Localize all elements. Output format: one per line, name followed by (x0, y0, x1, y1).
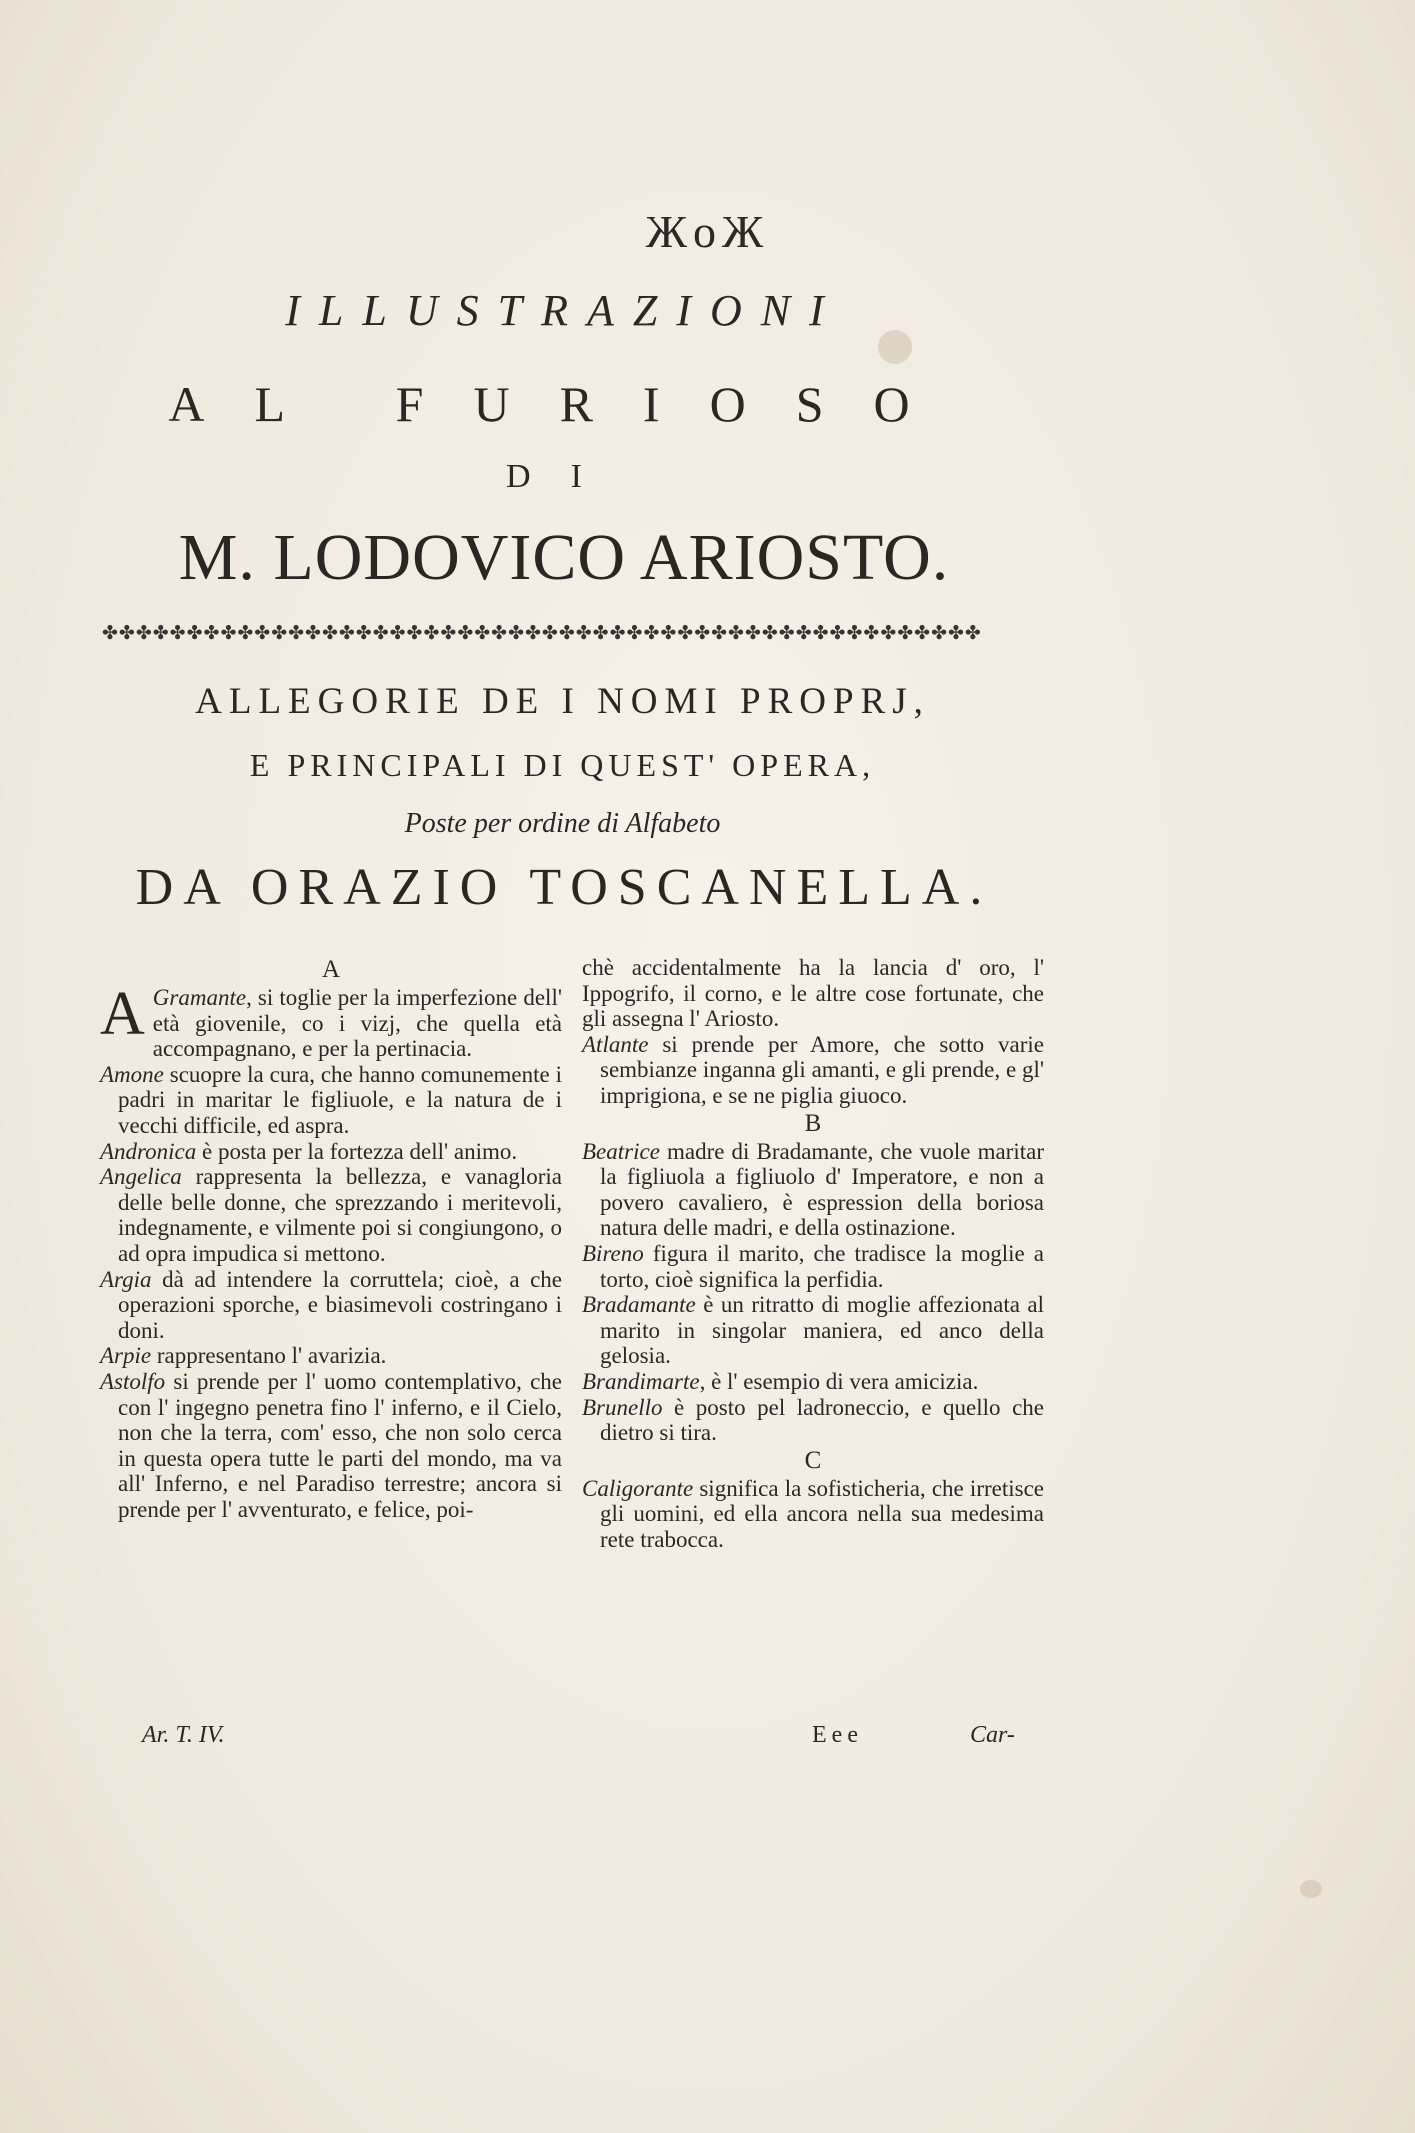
entry-name: Gramante (152, 985, 247, 1010)
entry-name: Astolfo (100, 1368, 166, 1394)
subtitle-principali: E PRINCIPALI DI QUEST' OPERA, (249, 747, 876, 783)
entry-argia (100, 1267, 562, 1344)
section-letter-b: B (804, 1109, 822, 1137)
head-ornament: ЖoЖ (645, 206, 770, 257)
subtitle-alfabeto: Poste per ordine di Alfabeto (404, 808, 721, 839)
entry-atlante (582, 1032, 1044, 1109)
entry-continuation: chè accidentalmente ha la lancia d' oro, l' Ippogrifo, il corno, e le altre cose fortunate, che gli assegna l' Ariosto. (582, 955, 1044, 1032)
section-letter-a: A (321, 956, 341, 983)
entry-text: si prende per Amore, che sotto varie sembianze inganna gli amanti, e gli prende, e gl' imprigiona, e se ne piglia giuoco. (600, 1031, 1044, 1108)
page-footer (100, 1722, 1020, 1754)
entry-text: madre di Bradamante, che vuole maritar la figliuola a figliuolo d' Imperatore, e non a povero cavaliero, è espression della boriosa natura delle madri, e della ostinazione. (600, 1138, 1044, 1241)
entry-name: Amone (100, 1061, 164, 1087)
title-author: M. LODOVICO ARIOSTO. (178, 521, 950, 594)
entry-bireno (582, 1241, 1044, 1292)
paper-stain (1300, 1880, 1322, 1898)
entry-caligorante (582, 1476, 1044, 1553)
entry-text: dà ad intendere la corruttela; cioè, a che operazioni sporche, e biasimevoli costringano i doni. (118, 1266, 562, 1343)
entry-arpie (100, 1343, 562, 1369)
entry-text: rappresenta la bellezza, e vanagloria delle belle donne, che sprezzando i meritevoli, indegnamente, e vilmente poi si congiungono, o ad opra impudica si mettono. (118, 1164, 562, 1266)
subtitle-toscanella: DA ORAZIO TOSCANELLA. (135, 859, 993, 916)
entry-name: Bradamante (582, 1292, 696, 1318)
section-letter-c: C (804, 1446, 822, 1474)
signature-mark: Eee (812, 1722, 863, 1748)
entry-text: , si toglie per la imperfezione dell' età giovenile, co i vizj, che quella età accompagnano, e per la pertinacia. (152, 985, 562, 1062)
entry-text: , è l' esempio di vera amicizia. (699, 1368, 979, 1394)
entry-bradamante (582, 1292, 1044, 1369)
entry-name: Bireno (582, 1240, 644, 1266)
entry-name: Caligorante (582, 1475, 694, 1501)
entry-name: Brandimarte (582, 1368, 700, 1394)
entry-name: Beatrice (582, 1138, 660, 1164)
entry-name: Arpie (100, 1343, 152, 1369)
entry-brandimarte (582, 1369, 1044, 1395)
entry-astolfo (100, 1369, 562, 1523)
entry-text: è posto pel ladroneccio, e quello che dietro si tira. (600, 1394, 1044, 1446)
entry-brunello (582, 1395, 1044, 1446)
signature-left: Ar. T. IV. (142, 1722, 225, 1748)
entry-text: figura il marito, che tradisce la moglie a torto, cioè significa la perfidia. (600, 1240, 1044, 1292)
entry-andronica (100, 1139, 562, 1165)
subtitle-allegorie: ALLEGORIE DE I NOMI PROPRJ, (195, 681, 930, 722)
left-column (100, 955, 562, 1522)
decorative-rule: ✤✤✤✤✤✤✤✤✤✤✤✤✤✤✤✤✤✤✤✤✤✤✤✤✤✤✤✤✤✤✤✤✤✤✤✤✤✤✤✤✤✤✤✤✤✤✤✤✤✤✤✤ (102, 622, 982, 642)
entry-name: Argia (100, 1266, 152, 1292)
entry-beatrice (582, 1139, 1044, 1241)
entry-name: Brunello (582, 1394, 663, 1420)
entry-name: Andronica (100, 1138, 197, 1164)
entry-name: Angelica (100, 1164, 182, 1190)
entry-agramante (100, 980, 562, 1062)
title-di: DI (506, 458, 622, 495)
entry-text: si prende per l' uomo contemplativo, che con l' ingegno penetra fino l' inferno, e il Cielo, non che la terra, com' esso, che non solo cerca in questa opera tutte le parti del mondo, ma va all' Inferno, e nel Paradiso terrestre; ancora si prende per l' avventurato, e felice, poi- (118, 1368, 562, 1522)
title-illustrazioni: ILLUSTRAZIONI (285, 286, 843, 335)
entry-text: scuopre la cura, che hanno comunemente i padri in maritar le figliuole, e la natura de i vecchi difficile, ed aspra. (118, 1061, 562, 1138)
catchword: Car- (970, 1722, 1015, 1748)
entry-text: è posta per la fortezza dell' animo. (196, 1138, 518, 1164)
entry-amone (100, 1062, 562, 1139)
entry-text: significa la sofisticheria, che irretisce gli uomini, ed ella ancora nella sua medesima rete trabocca. (600, 1475, 1044, 1552)
right-column (582, 955, 1044, 1552)
entry-text: è un ritratto di moglie affezionata al marito in singolar maniera, ed anco della gelosia. (600, 1292, 1044, 1369)
drop-cap: A (100, 980, 145, 1048)
entry-text: rappresentano l' avarizia. (151, 1343, 387, 1369)
title-al-furioso: AL FURIOSO (168, 376, 960, 432)
entry-name: Atlante (582, 1031, 649, 1057)
entry-angelica (100, 1164, 562, 1266)
